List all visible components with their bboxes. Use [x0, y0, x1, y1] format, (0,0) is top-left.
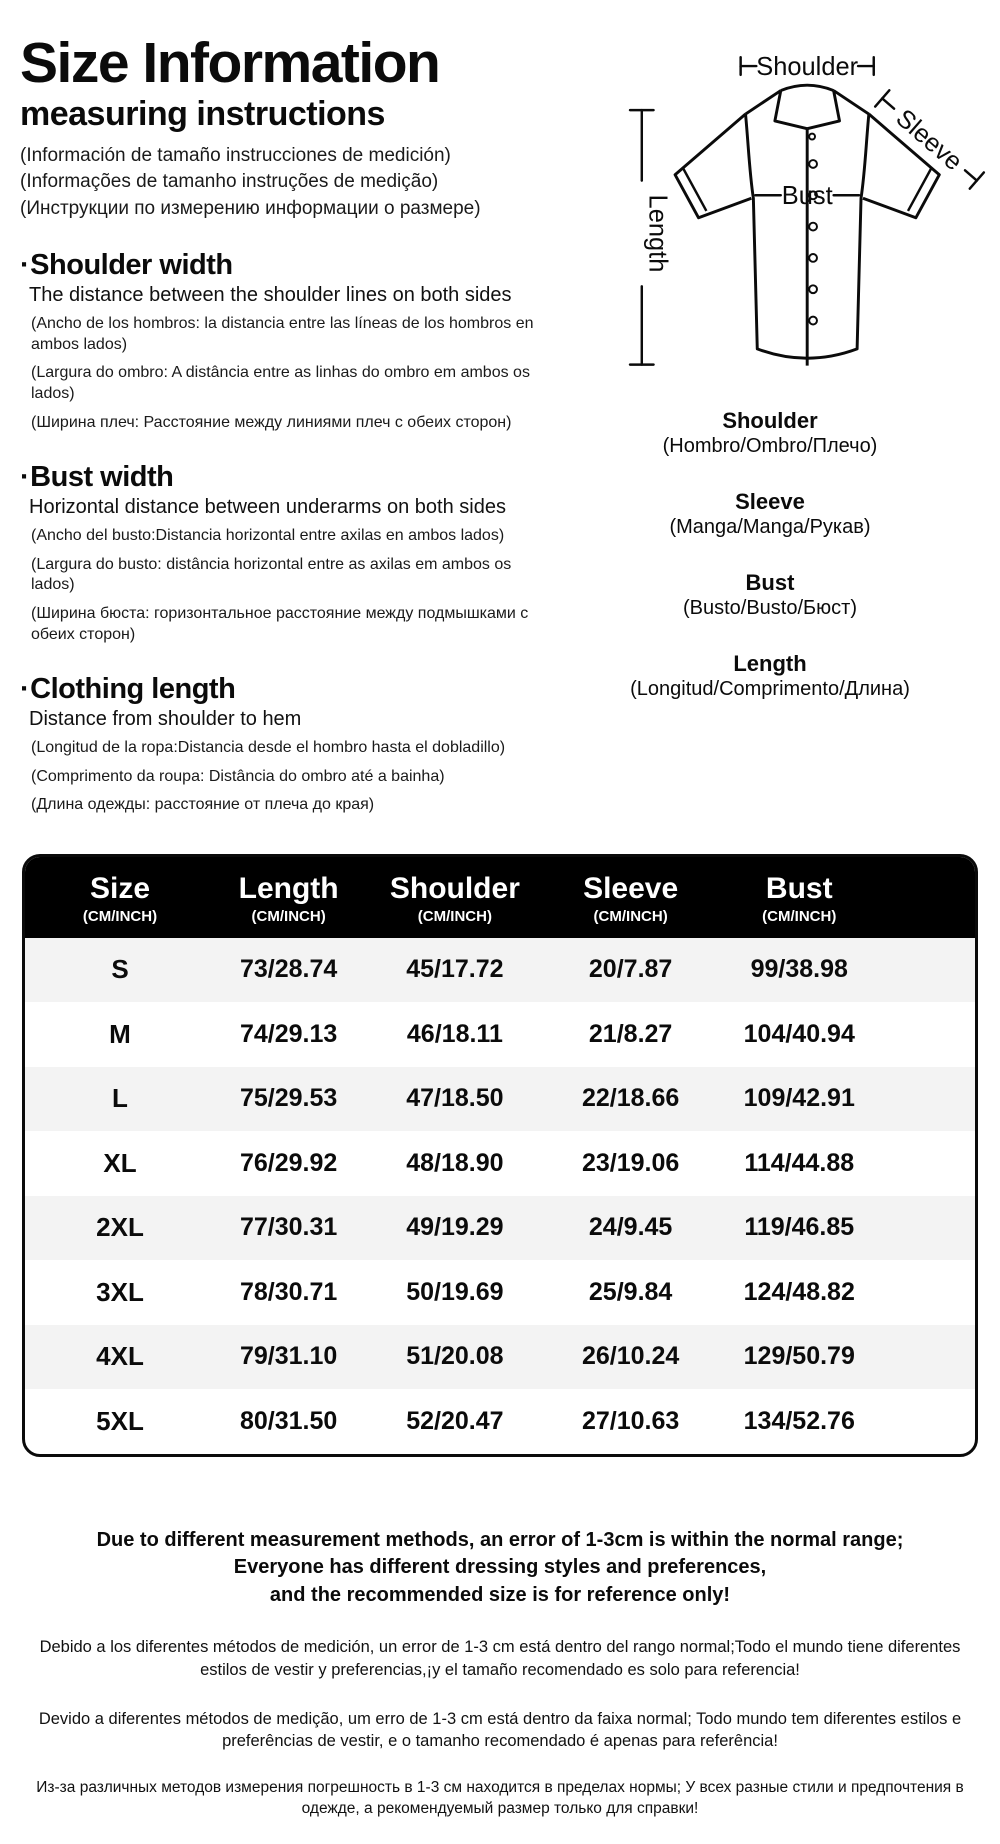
subtitle-translation-ru: (Инструкции по измерению информации о размере) — [20, 197, 481, 219]
measure-cell: 99/38.98 — [750, 955, 848, 984]
disclaimer-spanish: Debido a los diferentes métodos de medición, un error de 1-3 cm está dentro del rango normal;Todo el mundo tiene diferentes estilos de vestir y preferencias,¡y el tamaño recomendado es solo para referencia! — [39, 1638, 961, 1679]
section-translation-es: (Ancho de los hombros: la distancia entre las líneas de los hombros en ambos lados) — [31, 314, 534, 353]
size-cell: 4XL — [96, 1341, 144, 1372]
legend-translation: (Hombro/Ombro/Плечо) — [662, 435, 878, 457]
measure-cell: 129/50.79 — [743, 1342, 855, 1371]
size-cell: M — [109, 1018, 131, 1049]
header-unit: (CM/INCH) — [251, 907, 326, 925]
measure-cell: 50/19.69 — [406, 1277, 504, 1306]
measure-cell: 109/42.91 — [743, 1084, 855, 1113]
section-description: Distance from shoulder to hem — [29, 707, 302, 730]
measure-cell: 74/29.13 — [239, 1019, 338, 1048]
measure-cell: 21/8.27 — [588, 1019, 673, 1048]
section-heading: · Bust width — [20, 461, 540, 494]
shirt-buttons — [809, 134, 817, 325]
size-cell: 3XL — [96, 1276, 144, 1307]
length-dimension-label: Length — [643, 194, 672, 273]
diagram-column — [540, 16, 1000, 824]
section-translation-es: (Ancho del busto:Distancia horizontal entre axilas en ambos lados) — [31, 526, 505, 544]
shirt-measurement-diagram — [540, 22, 1000, 394]
legend-translation: (Busto/Busto/Бюст) — [682, 597, 857, 619]
header-cell-length — [215, 872, 362, 925]
measure-cell: 46/18.11 — [406, 1019, 503, 1048]
table-row — [25, 1131, 975, 1196]
measure-cell: 48/18.90 — [406, 1148, 504, 1177]
page-subtitle: measuring instructions — [20, 95, 385, 134]
subtitle-translation-es: (Información de tamaño instrucciones de medición) — [20, 145, 451, 167]
section-bust-width — [20, 461, 540, 646]
legend-term: Shoulder — [722, 408, 818, 433]
measure-cell: 75/29.53 — [239, 1084, 338, 1113]
measure-cell: 22/18.66 — [581, 1084, 680, 1113]
section-translation-pt: (Comprimento da roupa: Distância do ombro até a bainha) — [31, 767, 445, 785]
size-table-header — [25, 857, 975, 938]
section-translation-es: (Longitud de la ropa:Distancia desde el hombro hasta el dobladillo) — [31, 738, 506, 756]
section-description: The distance between the shoulder lines on both sides — [29, 283, 512, 306]
measure-cell: 27/10.63 — [581, 1406, 680, 1435]
measure-cell: 80/31.50 — [239, 1406, 338, 1435]
measure-cell: 76/29.92 — [239, 1148, 338, 1177]
section-translation-ru: (Ширина бюста: горизонтальное расстояние между подмышками с обеих сторон) — [31, 605, 529, 643]
legend-item-sleeve — [630, 489, 910, 539]
table-row — [25, 1389, 975, 1454]
header-cell-size — [25, 872, 215, 925]
disclaimer-line: Due to different measurement methods, an error of 1-3cm is within the normal range; — [96, 1528, 904, 1551]
measure-cell: 134/52.76 — [743, 1406, 855, 1435]
disclaimer-line: Everyone has different dressing styles and preferences, — [233, 1556, 767, 1579]
table-row — [25, 938, 975, 1003]
size-table — [22, 854, 978, 1457]
header-label: Bust — [765, 872, 833, 906]
legend-item-length — [630, 651, 910, 701]
header-unit: (CM/INCH) — [417, 907, 492, 925]
measure-cell: 26/10.24 — [581, 1342, 680, 1371]
subtitle-translation-pt: (Informações de tamanho instruções de medição) — [20, 171, 439, 193]
legend-item-bust — [630, 570, 910, 620]
section-heading: · Shoulder width — [20, 249, 540, 282]
measure-cell: 23/19.06 — [581, 1148, 680, 1177]
measure-cell: 45/17.72 — [406, 955, 504, 984]
measure-cell: 73/28.74 — [239, 955, 338, 984]
table-row — [25, 1196, 975, 1261]
size-cell: L — [112, 1083, 128, 1114]
section-shoulder-width — [20, 249, 540, 434]
bust-dimension-label: Bust — [781, 182, 833, 211]
header-cell-shoulder — [362, 872, 547, 925]
measure-cell: 119/46.85 — [744, 1213, 855, 1242]
header-label: Length — [238, 872, 339, 906]
legend-term: Length — [733, 651, 807, 676]
size-cell: 5XL — [96, 1405, 144, 1436]
measure-cell: 25/9.84 — [588, 1277, 673, 1306]
disclaimer-russian: Из-за различных методов измерения погрешность в 1-3 см находится в пределах нормы; У всех разные стили и предпочтения в одежде, а рекомендуемый размер только для справки! — [36, 1779, 964, 1818]
section-translation-ru: (Длина одежды: расстояние от плеча до края) — [31, 796, 375, 814]
legend-item-shoulder — [630, 408, 910, 458]
sleeve-dimension-label: Sleeve — [890, 104, 968, 177]
disclaimer-line: and the recommended size is for reference only! — [269, 1583, 731, 1606]
top-section — [0, 0, 1000, 824]
measurement-legend — [630, 408, 910, 732]
legend-translation: (Longitud/Comprimento/Длина) — [630, 678, 910, 700]
section-heading: · Clothing length — [20, 673, 540, 706]
header-label: Sleeve — [583, 872, 679, 906]
size-cell: 2XL — [96, 1212, 144, 1243]
legend-term: Sleeve — [735, 489, 805, 514]
measure-cell: 114/44.88 — [744, 1148, 855, 1177]
legend-term: Bust — [745, 570, 795, 595]
disclaimer-portuguese: Devido a diferentes métodos de medição, um erro de 1-3 cm está dentro da faixa normal; Todo mundo tem diferentes estilos e preferências de vestir, e o tamanho recomendado é apenas para referência! — [38, 1709, 962, 1751]
measure-cell: 47/18.50 — [406, 1084, 504, 1113]
measure-cell: 51/20.08 — [406, 1342, 504, 1371]
size-table-body — [25, 938, 975, 1454]
page-title: Size Information — [20, 31, 440, 95]
table-row — [25, 1067, 975, 1132]
measure-cell: 49/19.29 — [406, 1213, 504, 1242]
section-translation-pt: (Largura do ombro: A distância entre as linhas do ombro em ambos os lados) — [31, 364, 530, 403]
legend-translation: (Manga/Manga/Рукав) — [669, 516, 871, 538]
header-unit: (CM/INCH) — [593, 907, 668, 925]
section-clothing-length — [20, 673, 540, 816]
measure-cell: 77/30.31 — [239, 1213, 338, 1242]
measure-cell: 79/31.10 — [239, 1342, 338, 1371]
disclaimer-english — [0, 1527, 1000, 1610]
header-label: Shoulder — [389, 872, 520, 906]
size-cell: XL — [103, 1147, 137, 1178]
header-label: Size — [89, 872, 151, 906]
measure-cell: 104/40.94 — [743, 1019, 855, 1048]
header-cell-sleeve — [548, 872, 714, 925]
measure-cell: 78/30.71 — [239, 1277, 338, 1306]
measure-cell: 124/48.82 — [743, 1277, 855, 1306]
section-translation-pt: (Largura do busto: distância horizontal entre as axilas em ambos os lados) — [31, 555, 512, 594]
table-row — [25, 1325, 975, 1390]
measuring-instructions-column — [20, 16, 540, 824]
measure-cell: 24/9.45 — [588, 1213, 673, 1242]
table-row — [25, 1260, 975, 1325]
shoulder-dimension-label: Shoulder — [756, 52, 859, 81]
header-unit: (CM/INCH) — [82, 907, 158, 925]
measure-cell: 20/7.87 — [588, 955, 673, 984]
header-cell-bust — [714, 872, 885, 925]
header-unit: (CM/INCH) — [762, 907, 837, 925]
section-translation-ru: (Ширина плеч: Расстояние между линиями плеч с обеих сторон) — [31, 413, 512, 431]
measure-cell: 52/20.47 — [406, 1406, 504, 1435]
size-cell: S — [111, 954, 129, 985]
section-description: Horizontal distance between underarms on both sides — [29, 495, 506, 518]
table-row — [25, 1002, 975, 1067]
